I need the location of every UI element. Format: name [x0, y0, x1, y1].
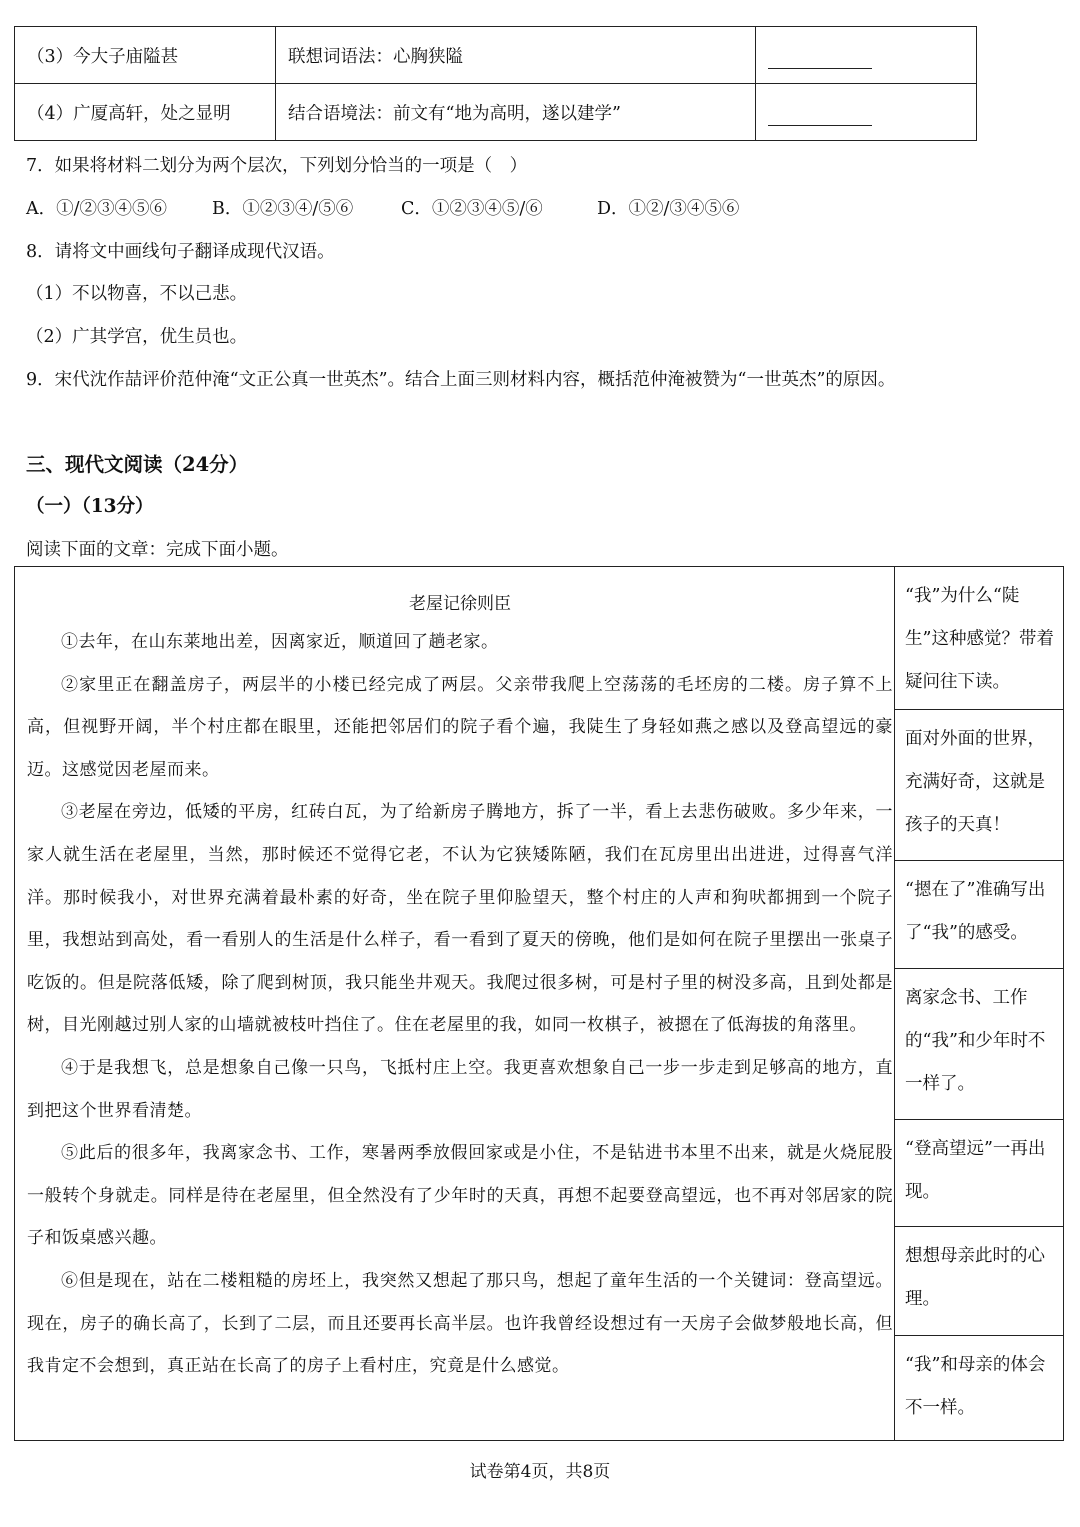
table-cell: 联想词语法：心胸狭隘	[276, 27, 756, 84]
annotation: 面对外面的世界，充满好奇，这就是孩子的天真！	[895, 710, 1064, 861]
annotation-column	[894, 567, 1064, 1440]
passage	[27, 567, 893, 1388]
question-9: 9．宋代沈作喆评价范仲淹“文正公真一世英杰”。结合上面三则材料内容，概括范仲淹被赞为“一世英杰”的原因。	[26, 370, 896, 390]
question-7: 7．如果将材料二划分为两个层次，下列划分恰当的一项是（ ）	[26, 156, 528, 176]
passage-box	[14, 566, 1064, 1441]
annotation: 离家念书、工作的“我”和少年时不一样了。	[895, 969, 1064, 1120]
paragraph: ②家里正在翻盖房子，两层半的小楼已经完成了两层。父亲带我爬上空荡荡的毛坯房的二楼。房子算不上高，但视野开阔，半个村庄都在眼里，还能把邻居们的院子看个遍，我陡生了身轻如燕之感以及登高望远的豪迈。这感觉因老屋而来。	[27, 674, 893, 780]
answer-blank[interactable]	[768, 50, 872, 69]
table-cell: 结合语境法：前文有“地为高明，遂以建学”	[276, 84, 756, 141]
option-c[interactable]: C．①②③④⑤/⑥	[401, 199, 543, 219]
table-row	[15, 27, 977, 84]
table-row	[15, 84, 977, 141]
reading-instruction: 阅读下面的文章：完成下面小题。	[26, 540, 289, 560]
answer-blank-cell	[756, 84, 977, 141]
annotation: 想想母亲此时的心理。	[895, 1227, 1064, 1336]
paragraph: ①去年，在山东莱地出差，因离家近，顺道回了趟老家。	[61, 632, 499, 652]
annotation: “摁在了”准确写出了“我”的感受。	[895, 861, 1064, 969]
subsection-heading: （一）（13分）	[26, 496, 154, 517]
option-a[interactable]: A．①/②③④⑤⑥	[26, 199, 168, 219]
question-8-sentence-2: （2）广其学宫，优生员也。	[26, 327, 248, 347]
section-heading: 三、现代文阅读（24分）	[26, 453, 249, 476]
page-footer: 试卷第4页，共8页	[469, 1462, 611, 1482]
answer-table	[14, 26, 977, 141]
table-cell: （3）今大子庙隘甚	[15, 27, 276, 84]
paragraph: ④于是我想飞，总是想象自己像一只鸟，飞抵村庄上空。我更喜欢想象自己一步一步走到足够高的地方，直到把这个世界看清楚。	[27, 1057, 893, 1121]
annotation: “我”为什么“陡生”这种感觉？带着疑问往下读。	[895, 567, 1064, 710]
answer-blank[interactable]	[768, 107, 872, 126]
question-8: 8．请将文中画线句子翻译成现代汉语。	[26, 242, 335, 262]
paragraph: ③老屋在旁边，低矮的平房，红砖白瓦，为了给新房子腾地方，拆了一半，看上去悲伤破败。多少年来，一家人就生活在老屋里，当然，那时候还不觉得它老，不认为它狭矮陈陋，我们在瓦房里出出进进，过得喜气洋洋。那时候我小，对世界充满着最朴素的好奇，坐在院子里仰脸望天，整个村庄的人声和狗吠都拥到一个院子里，我想站到高处，看一看别人的生活是什么样子，看一看到了夏天的傍晚，他们是如何在院子里摆出一张桌子吃饭的。但是院落低矮，除了爬到树顶，我只能坐井观天。我爬过很多树，可是村子里的树没多高，且到处都是树，目光刚越过别人家的山墙就被枝叶挡住了。住在老屋里的我，如同一枚棋子，被摁在了低海拔的角落里。	[27, 802, 893, 1036]
paragraph: ⑥但是现在，站在二楼粗糙的房坯上，我突然又想起了那只鸟，想起了童年生活的一个关键词：登高望远。现在，房子的确长高了，长到了二层，而且还要再长高半层。也许我曾经设想过有一天房子会做梦般地长高，但我肯定不会想到，真正站在长高了的房子上看村庄，究竟是什么感觉。	[27, 1270, 893, 1377]
answer-blank-cell	[756, 27, 977, 84]
paragraph: ⑤此后的很多年，我离家念书、工作，寒暑两季放假回家或是小住，不是钻进书本里不出来，就是火烧屁股一般转个身就走。同样是待在老屋里，但全然没有了少年时的天真，再想不起要登高望远，也不再对邻居家的院子和饭桌感兴趣。	[27, 1143, 893, 1249]
option-b[interactable]: B．①②③④/⑤⑥	[212, 199, 354, 219]
option-d[interactable]: D．①②/③④⑤⑥	[597, 199, 740, 219]
annotation: “我”和母亲的体会不一样。	[905, 1355, 1046, 1418]
table-cell: （4）广厦高轩，处之显明	[15, 84, 276, 141]
question-7-options	[26, 195, 739, 220]
question-8-sentence-1: （1）不以物喜，不以己悲。	[26, 284, 248, 304]
annotation: “登高望远”一再出现。	[895, 1120, 1064, 1227]
passage-title: 老屋记徐则臣	[409, 594, 511, 614]
